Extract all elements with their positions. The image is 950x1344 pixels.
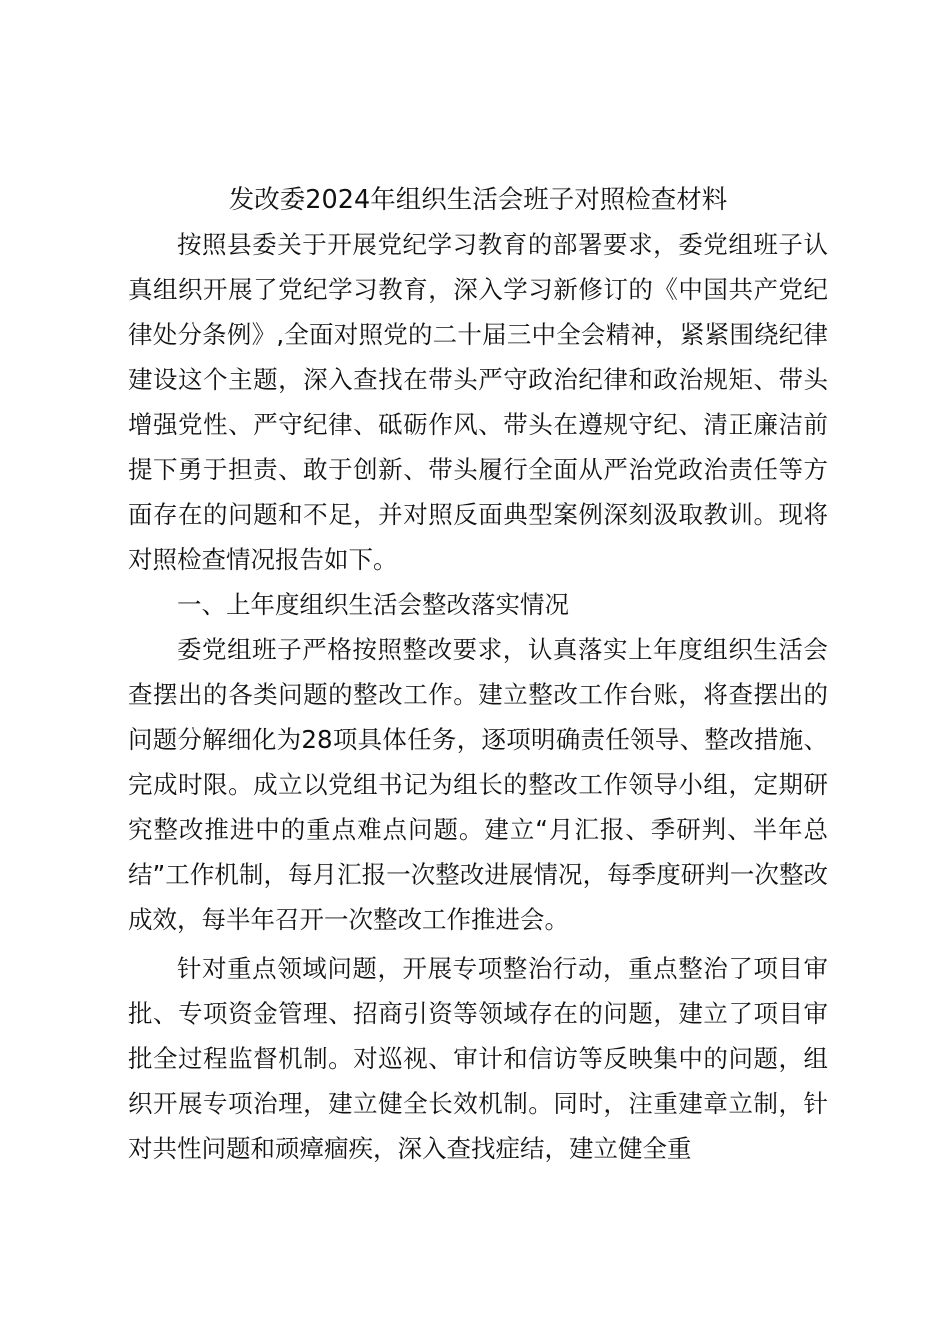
section-heading: 一、上年度组织生活会整改落实情况 (177, 590, 569, 619)
document-body (128, 222, 828, 1171)
document-title: 发改委2024年组织生活会班子对照检查材料 (228, 185, 728, 215)
rectification-paragraph: 委党组班子严格按照整改要求，认真落实上年度组织生活会查摆出的各类问题的整改工作。建立整改工作台账，将查摆出的问题分解细化为28项具体任务，逐项明确责任领导、整改措施、完成时限。成立以党组书记为组长的整改工作领导小组，定期研究整改推进中的重点难点问题。建立“月汇报、季研判、半年总结”工作机制，每月汇报一次整改进展情况，每季度研判一次整改成效，每半年召开一次整改工作推进会。 (128, 635, 828, 934)
special-rectification-paragraph: 针对重点领域问题，开展专项整治行动，重点整治了项目审批、专项资金管理、招商引资等领域存在的问题，建立了项目审批全过程监督机制。对巡视、审计和信访等反映集中的问题，组织开展专项治理，建立健全长效机制。同时，注重建章立制，针对共性问题和顽瘴痼疾，深入查找症结，建立健全重 (128, 954, 828, 1163)
intro-paragraph: 按照县委关于开展党纪学习教育的部署要求，委党组班子认真组织开展了党纪学习教育，深入学习新修订的《中国共产党纪律处分条例》,全面对照党的二十届三中全会精神，紧紧围绕纪律建设这个主题，深入查找在带头严守政治纪律和政治规矩、带头增强党性、严守纪律、砥砺作风、带头在遵规守纪、清正廉洁前提下勇于担责、敢于创新、带头履行全面从严治党政治责任等方面存在的问题和不足，并对照反面典型案例深刻汲取教训。现将对照检查情况报告如下。 (128, 230, 828, 574)
